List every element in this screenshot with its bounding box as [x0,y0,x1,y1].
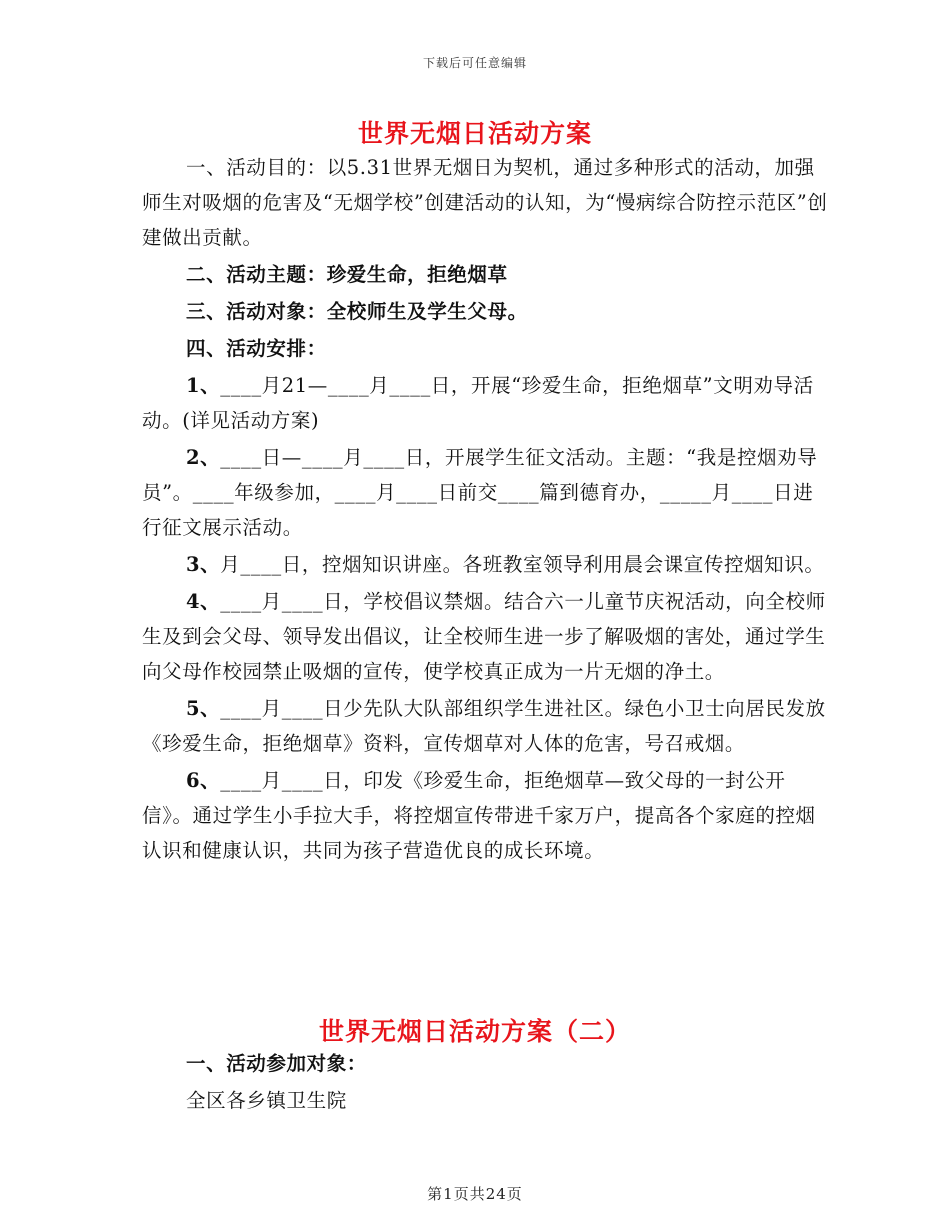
item-text: ____日—____月____日，开展学生征文活动。主题：“我是控烟劝导员”。____年级参加，____月____日前交____篇到德育办，_____月____日进行征文展示活动。 [142,446,818,539]
item-number: 6、 [186,769,221,792]
page-footer: 第1页共24页 [427,1185,523,1203]
header-note: 下载后可任意编辑 [422,56,527,70]
item-number: 5、 [186,697,221,720]
section-2-title: 世界无烟日活动方案（二） [318,1017,631,1046]
arrangement-item-2 [142,440,832,545]
item-text: ____月____日，学校倡议禁烟。结合六一儿童节庆祝活动，向全校师生及到会父母、领导发出倡议，让全校师生进一步了解吸烟的害处，通过学生向父母作校园禁止吸烟的宣传，使学校真正成为一片无烟的净土。 [142,590,826,683]
item-text: ____月____日，印发《珍爱生命，拒绝烟草—致父母的一封公开信》。通过学生小手拉大手，将控烟宣传带进千家万户，提高各个家庭的控烟认识和健康认识，共同为孩子营造优良的成长环境。 [142,769,816,862]
arrangement-item-4 [142,584,832,689]
document-title: 世界无烟日活动方案 [357,119,592,148]
item-number: 3、 [186,553,221,576]
arrangement-item-3 [142,547,832,582]
item-number: 2、 [186,446,221,469]
section-1-body [142,150,832,868]
item-number: 4、 [186,590,221,613]
section-2-body [142,1046,832,1118]
purpose-paragraph: 一、活动目的：以5.31世界无烟日为契机，通过多种形式的活动，加强师生对吸烟的危害及“无烟学校”创建活动的认知，为“慢病综合防控示范区”创建做出贡献。 [142,156,828,249]
item-number: 1、 [186,374,221,397]
arrangement-heading: 四、活动安排： [186,337,327,360]
audience-heading: 三、活动对象：全校师生及学生父母。 [186,300,528,323]
participants-heading: 一、活动参加对象： [186,1052,367,1075]
item-text: ____月21—____月____日，开展“珍爱生命，拒绝烟草”文明劝导活动。(详见活动方案) [142,374,814,432]
item-text: 月____日，控烟知识讲座。各班教室领导利用晨会课宣传控烟知识。 [220,553,825,576]
item-text: ____月____日少先队大队部组织学生进社区。绿色小卫士向居民发放《珍爱生命，拒绝烟草》资料，宣传烟草对人体的危害，号召戒烟。 [142,697,826,755]
arrangement-item-6 [142,763,832,868]
arrangement-item-1 [142,368,832,438]
arrangement-item-5 [142,691,832,761]
theme-heading: 二、活动主题：珍爱生命，拒绝烟草 [186,263,508,286]
participants-text: 全区各乡镇卫生院 [186,1089,347,1112]
